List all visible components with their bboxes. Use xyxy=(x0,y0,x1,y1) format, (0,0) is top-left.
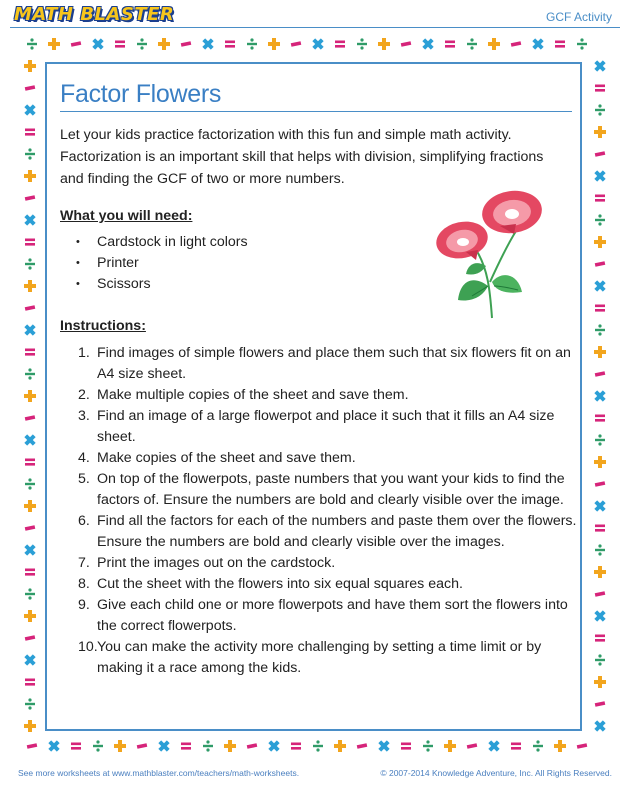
equals-icon xyxy=(291,743,301,750)
equals-icon xyxy=(25,569,35,576)
step-text: On top of the flowerpots, paste numbers that you want your kids to find the factors of. Ensure the numbers are bold and clearly visible over the image. xyxy=(97,471,565,508)
divide-icon xyxy=(423,740,433,751)
minus-icon xyxy=(25,195,36,201)
list-item xyxy=(78,469,578,511)
plus-icon xyxy=(24,280,36,292)
minus-icon xyxy=(25,85,36,91)
times-icon xyxy=(48,740,59,751)
divide-icon xyxy=(533,740,543,751)
times-icon xyxy=(594,280,605,291)
times-icon xyxy=(202,38,213,49)
list-item xyxy=(78,637,578,679)
list-item xyxy=(78,574,578,595)
times-icon xyxy=(594,170,605,181)
math-blaster-logo[interactable]: MATH BLASTER xyxy=(14,4,175,25)
equals-icon xyxy=(25,349,35,356)
equals-icon xyxy=(25,239,35,246)
step-number: 7. xyxy=(78,555,90,571)
times-icon xyxy=(594,720,605,731)
plus-icon xyxy=(594,566,606,578)
times-icon xyxy=(24,654,35,665)
step-number: 2. xyxy=(78,387,90,403)
equals-icon xyxy=(401,743,411,750)
step-number: 10. xyxy=(78,639,98,655)
equals-icon xyxy=(25,459,35,466)
plus-icon xyxy=(378,38,390,50)
divide-icon xyxy=(247,38,257,49)
plus-icon xyxy=(48,38,60,50)
times-icon xyxy=(594,500,605,511)
minus-icon xyxy=(467,743,478,749)
times-icon xyxy=(24,544,35,555)
minus-icon xyxy=(511,41,522,47)
plus-icon xyxy=(444,740,456,752)
divide-icon xyxy=(595,324,605,335)
divide-icon xyxy=(595,434,605,445)
minus-icon xyxy=(577,743,588,749)
equals-icon xyxy=(225,41,235,48)
plus-icon xyxy=(594,346,606,358)
plus-icon xyxy=(24,170,36,182)
divide-icon xyxy=(25,258,35,269)
flower-large xyxy=(479,190,544,237)
equals-icon xyxy=(335,41,345,48)
step-text: Cut the sheet with the flowers into six equal squares each. xyxy=(97,576,463,592)
flower-small xyxy=(433,217,491,263)
equals-icon xyxy=(595,305,605,312)
divide-icon xyxy=(595,544,605,555)
list-item xyxy=(78,511,578,553)
step-text: Give each child one or more flowerpots and have them sort the flowers into the correct flowerpots. xyxy=(97,597,568,634)
equals-icon xyxy=(71,743,81,750)
list-item xyxy=(78,553,578,574)
divide-icon xyxy=(595,214,605,225)
divide-icon xyxy=(25,478,35,489)
step-text: Print the images out on the cardstock. xyxy=(97,555,336,571)
step-number: 4. xyxy=(78,450,90,466)
times-icon xyxy=(158,740,169,751)
equals-icon xyxy=(595,85,605,92)
divide-icon xyxy=(357,38,367,49)
plus-icon xyxy=(554,740,566,752)
step-number: 6. xyxy=(78,513,90,529)
title-underline xyxy=(60,111,572,112)
minus-icon xyxy=(25,525,36,531)
intro-paragraph: Let your kids practice factorization with this fun and simple math activity. Factorization is an important skill that helps with division, simplifying fractions and finding the GCF of two or more numbers. xyxy=(60,127,544,187)
needs-heading: What you will need: xyxy=(60,208,193,224)
minus-icon xyxy=(401,41,412,47)
step-text: Make copies of the sheet and save them. xyxy=(97,450,356,466)
minus-icon xyxy=(137,743,148,749)
times-icon xyxy=(24,104,35,115)
instructions-list xyxy=(78,343,578,679)
equals-icon xyxy=(181,743,191,750)
flower-illustration xyxy=(430,190,550,325)
page-title: Factor Flowers xyxy=(60,80,222,108)
step-text: Make multiple copies of the sheet and save them. xyxy=(97,387,409,403)
times-icon xyxy=(594,610,605,621)
minus-icon xyxy=(595,261,606,267)
step-number: 3. xyxy=(78,408,90,424)
times-icon xyxy=(24,214,35,225)
divide-icon xyxy=(25,368,35,379)
equals-icon xyxy=(595,525,605,532)
times-icon xyxy=(378,740,389,751)
list-item: • Scissors xyxy=(76,274,248,295)
plus-icon xyxy=(334,740,346,752)
divide-icon xyxy=(577,38,587,49)
list-item xyxy=(78,595,578,637)
divide-icon xyxy=(467,38,477,49)
times-icon xyxy=(594,60,605,71)
plus-icon xyxy=(24,500,36,512)
plus-icon xyxy=(594,236,606,248)
step-number: 1. xyxy=(78,345,90,361)
times-icon xyxy=(92,38,103,49)
plus-icon xyxy=(24,610,36,622)
list-item xyxy=(78,406,578,448)
equals-icon xyxy=(25,679,35,686)
minus-icon xyxy=(595,481,606,487)
plus-icon xyxy=(594,676,606,688)
step-text: Find all the factors for each of the numbers and paste them over the flowers. Ensure the numbers are bold and clearly visible over the images. xyxy=(97,513,577,550)
divide-icon xyxy=(25,698,35,709)
times-icon xyxy=(488,740,499,751)
divide-icon xyxy=(595,104,605,115)
minus-icon xyxy=(595,701,606,707)
minus-icon xyxy=(595,371,606,377)
minus-icon xyxy=(357,743,368,749)
equals-icon xyxy=(555,41,565,48)
equals-icon xyxy=(595,415,605,422)
list-item xyxy=(78,343,578,385)
times-icon xyxy=(24,324,35,335)
minus-icon xyxy=(71,41,82,47)
minus-icon xyxy=(25,305,36,311)
divide-icon xyxy=(595,654,605,665)
needs-list xyxy=(76,232,248,295)
equals-icon xyxy=(595,195,605,202)
divide-icon xyxy=(137,38,147,49)
times-icon xyxy=(24,434,35,445)
minus-icon xyxy=(181,41,192,47)
step-text: Find an image of a large flowerpot and place it such that it fills an A4 size sheet. xyxy=(97,408,555,445)
divide-icon xyxy=(25,588,35,599)
equals-icon xyxy=(115,41,125,48)
plus-icon xyxy=(224,740,236,752)
minus-icon xyxy=(25,635,36,641)
minus-icon xyxy=(27,743,38,749)
divide-icon xyxy=(93,740,103,751)
minus-icon xyxy=(595,151,606,157)
equals-icon xyxy=(595,635,605,642)
times-icon xyxy=(422,38,433,49)
divide-icon xyxy=(27,38,37,49)
step-number: 9. xyxy=(78,597,90,613)
times-icon xyxy=(532,38,543,49)
plus-icon xyxy=(24,60,36,72)
divide-icon xyxy=(313,740,323,751)
plus-icon xyxy=(594,456,606,468)
step-number: 8. xyxy=(78,576,90,592)
list-item xyxy=(78,385,578,406)
footer-link[interactable]: See more worksheets at www.mathblaster.com/teachers/math-worksheets. xyxy=(18,768,300,778)
minus-icon xyxy=(25,415,36,421)
activity-label: GCF Activity xyxy=(545,10,612,24)
footer-copyright: © 2007-2014 Knowledge Adventure, Inc. All Rights Reserved. xyxy=(380,768,612,778)
minus-icon xyxy=(247,743,258,749)
divide-icon xyxy=(25,148,35,159)
plus-icon xyxy=(594,126,606,138)
step-text: You can make the activity more challenging by setting a time limit or by making it a race among the kids. xyxy=(97,639,542,676)
instructions-heading: Instructions: xyxy=(60,318,146,334)
plus-icon xyxy=(268,38,280,50)
plus-icon xyxy=(488,38,500,50)
minus-icon xyxy=(595,591,606,597)
plus-icon xyxy=(24,390,36,402)
times-icon xyxy=(594,390,605,401)
plus-icon xyxy=(114,740,126,752)
list-item: • Printer xyxy=(76,253,248,274)
equals-icon xyxy=(445,41,455,48)
minus-icon xyxy=(291,41,302,47)
times-icon xyxy=(312,38,323,49)
plus-icon xyxy=(158,38,170,50)
divide-icon xyxy=(203,740,213,751)
list-item: • Cardstock in light colors xyxy=(76,232,248,253)
step-number: 5. xyxy=(78,471,90,487)
list-item xyxy=(78,448,578,469)
equals-icon xyxy=(511,743,521,750)
plus-icon xyxy=(24,720,36,732)
step-text: Find images of simple flowers and place them such that six flowers fit on an A4 size sheet. xyxy=(97,345,571,382)
times-icon xyxy=(268,740,279,751)
equals-icon xyxy=(25,129,35,136)
